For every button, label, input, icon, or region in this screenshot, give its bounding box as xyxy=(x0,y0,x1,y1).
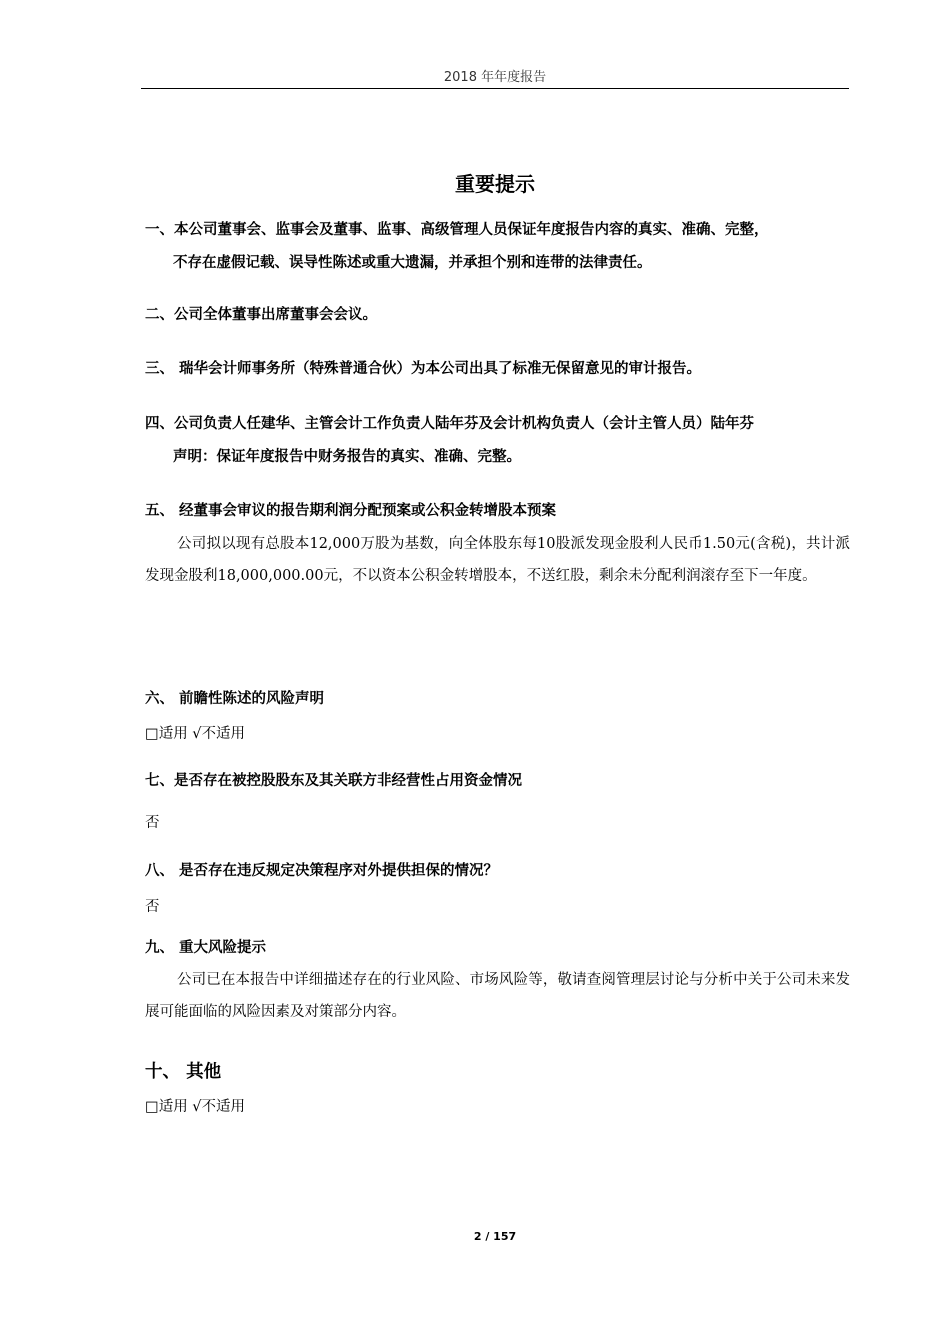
section-1-line-2: 不存在虚假记载、误导性陈述或重大遗漏，并承担个别和连带的法律责任。 xyxy=(173,255,652,271)
section-9-body: 公司已在本报告中详细描述存在的行业风险、市场风险等，敬请查阅管理层讨论与分析中关于公司未来发展可能面临的风险因素及对策部分内容。 xyxy=(145,972,850,1020)
section-5-heading: 五、 经董事会审议的报告期利润分配预案或公积金转增股本预案 xyxy=(145,503,557,519)
section-4 xyxy=(145,408,850,474)
section-4-line-2: 声明：保证年度报告中财务报告的真实、准确、完整。 xyxy=(173,449,521,465)
section-2: 二、公司全体董事出席董事会会议。 xyxy=(145,307,377,323)
page-number: 2 / 157 xyxy=(473,1230,517,1243)
section-10-applicability: □适用 √不适用 xyxy=(145,1099,246,1115)
section-1-line-1: 一、本公司董事会、监事会及董事、监事、高级管理人员保证年度报告内容的真实、准确、完整， xyxy=(145,222,769,238)
running-header: 2018 年年度报告 xyxy=(443,70,547,85)
page-title: 重要提示 xyxy=(455,172,535,196)
section-1 xyxy=(145,214,850,280)
section-8-answer: 否 xyxy=(145,899,160,915)
section-8-heading: 八、 是否存在违反规定决策程序对外提供担保的情况？ xyxy=(145,863,499,879)
section-3: 三、 瑞华会计师事务所（特殊普通合伙）为本公司出具了标准无保留意见的审计报告。 xyxy=(145,361,702,377)
section-7-heading: 七、是否存在被控股股东及其关联方非经营性占用资金情况 xyxy=(145,773,522,789)
section-5-body: 公司拟以现有总股本12,000万股为基数，向全体股东每10股派发现金股利人民币1.50元(含税)，共计派发现金股利18,000,000.00元，不以资本公积金转增股本，不送红股，剩余未分配利润滚存至下一年度。 xyxy=(145,536,850,584)
header-divider xyxy=(141,88,849,89)
section-9-heading: 九、 重大风险提示 xyxy=(145,940,267,956)
section-10-heading: 十、 其他 xyxy=(145,1062,222,1082)
section-6-heading: 六、 前瞻性陈述的风险声明 xyxy=(145,691,325,707)
section-7-answer: 否 xyxy=(145,815,160,831)
section-4-line-1: 四、公司负责人任建华、主管会计工作负责人陆年芬及会计机构负责人（会计主管人员）陆年芬 xyxy=(145,416,754,432)
section-6-applicability: □适用 √不适用 xyxy=(145,726,246,742)
